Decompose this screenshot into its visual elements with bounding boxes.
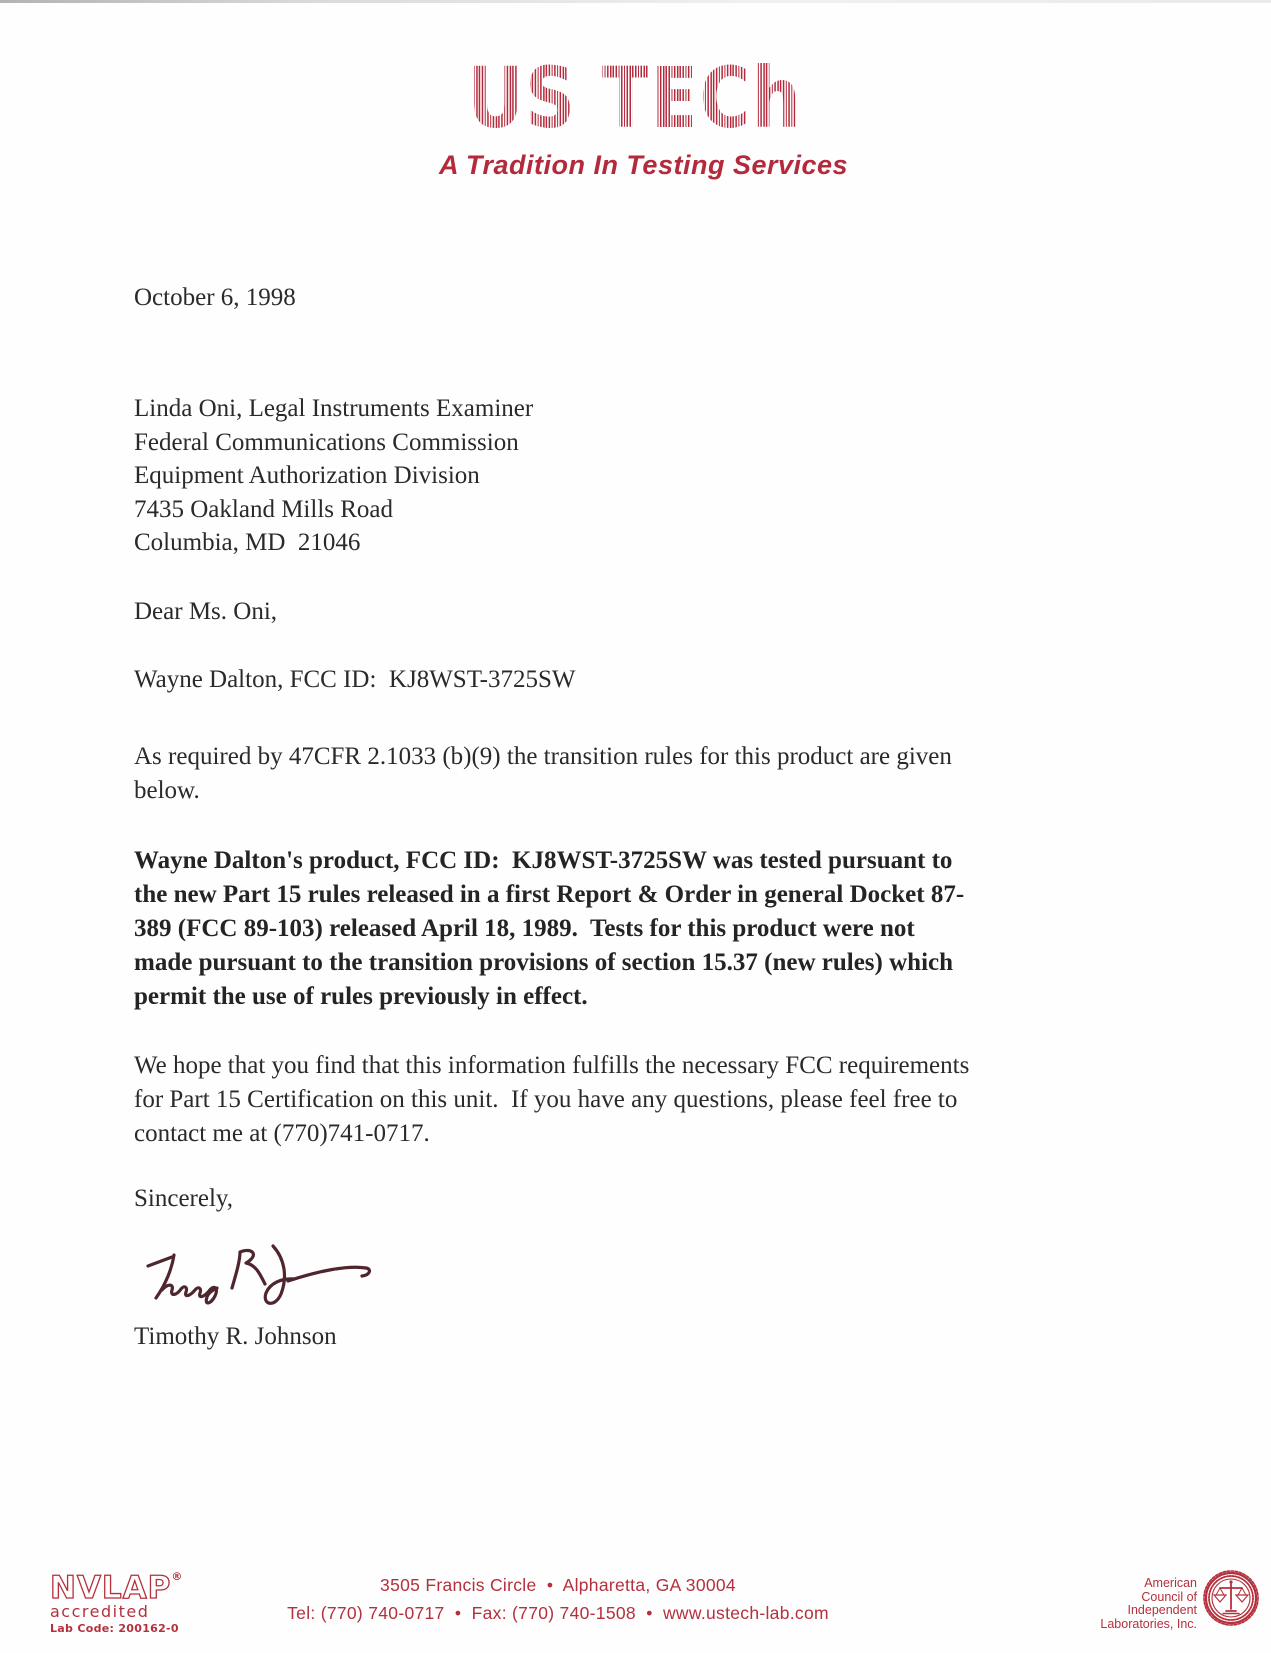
- date-line: October 6, 1998: [134, 284, 296, 311]
- salutation: Dear Ms. Oni,: [134, 598, 278, 625]
- paragraph-line: the new Part 15 rules released in a first Report & Order in general Docket 87-: [134, 881, 965, 908]
- address-line: Equipment Authorization Division: [134, 462, 480, 489]
- scan-artifact-edge: [0, 0, 1271, 3]
- signer-name: Timothy R. Johnson: [134, 1323, 337, 1350]
- paragraph-bold-statement: [134, 844, 964, 1014]
- paragraph-transition-rules: [134, 740, 952, 808]
- closing: Sincerely,: [134, 1185, 234, 1212]
- acil-label: [1055, 1577, 1197, 1631]
- paragraph-line: Wayne Dalton's product, FCC ID: KJ8WST-3725SW was tested pursuant to: [134, 847, 953, 874]
- footer-address-line: 3505 Francis Circle • Alpharetta, GA 30004: [380, 1575, 736, 1595]
- address-line: 7435 Oakland Mills Road: [134, 495, 394, 523]
- address-line: Linda Oni, Legal Instruments Examiner: [134, 395, 534, 422]
- paragraph-contact-info: [134, 1049, 969, 1151]
- address-line: Federal Communications Commission: [134, 428, 519, 456]
- acil-label-line: Independent: [1127, 1603, 1197, 1617]
- paragraph-line: permit the use of rules previously in effect.: [134, 983, 588, 1010]
- paragraph-line: 389 (FCC 89-103) released April 18, 1989. Tests for this product were not: [134, 915, 915, 942]
- us-tech-logo-text: US TECh: [468, 49, 803, 147]
- acil-seal-icon: [1202, 1569, 1260, 1627]
- logo-tagline: A Tradition In Testing Services: [438, 150, 849, 180]
- paragraph-line: below.: [134, 777, 200, 804]
- acil-label-line: Council of: [1141, 1589, 1197, 1604]
- paragraph-line: As required by 47CFR 2.1033 (b)(9) the transition rules for this product are given: [134, 743, 952, 770]
- paragraph-line: made pursuant to the transition provisions of section 15.37 (new rules) which: [134, 949, 954, 976]
- nvlap-lab-code: Lab Code: 200162-0: [50, 1622, 179, 1635]
- paragraph-line: contact me at (770)741-0717.: [134, 1120, 430, 1147]
- footer-contact-line: Tel: (770) 740-0717 • Fax: (770) 740-1508 • www.ustech-lab.com: [287, 1603, 829, 1623]
- subject-line: Wayne Dalton, FCC ID: KJ8WST-3725SW: [134, 666, 576, 693]
- signature-scribble: [138, 1238, 378, 1322]
- footer-address-block: [200, 1571, 916, 1627]
- recipient-address: [134, 392, 533, 560]
- us-tech-logo: [0, 49, 1271, 148]
- nvlap-wordmark: [50, 1561, 182, 1604]
- acil-label-line: Laboratories, Inc.: [1100, 1616, 1197, 1631]
- nvlap-logo: [50, 1561, 182, 1635]
- address-line: Columbia, MD 21046: [134, 529, 361, 556]
- paragraph-line: for Part 15 Certification on this unit. If you have any questions, please feel free to: [134, 1086, 958, 1113]
- registered-mark: ®: [171, 1570, 183, 1583]
- acil-label-line: American: [1144, 1576, 1197, 1590]
- nvlap-accredited-label: accredited: [50, 1602, 150, 1621]
- nvlap-wordmark-text: NVLAP: [50, 1570, 172, 1606]
- paragraph-line: We hope that you find that this information fulfills the necessary FCC requirements: [134, 1052, 970, 1079]
